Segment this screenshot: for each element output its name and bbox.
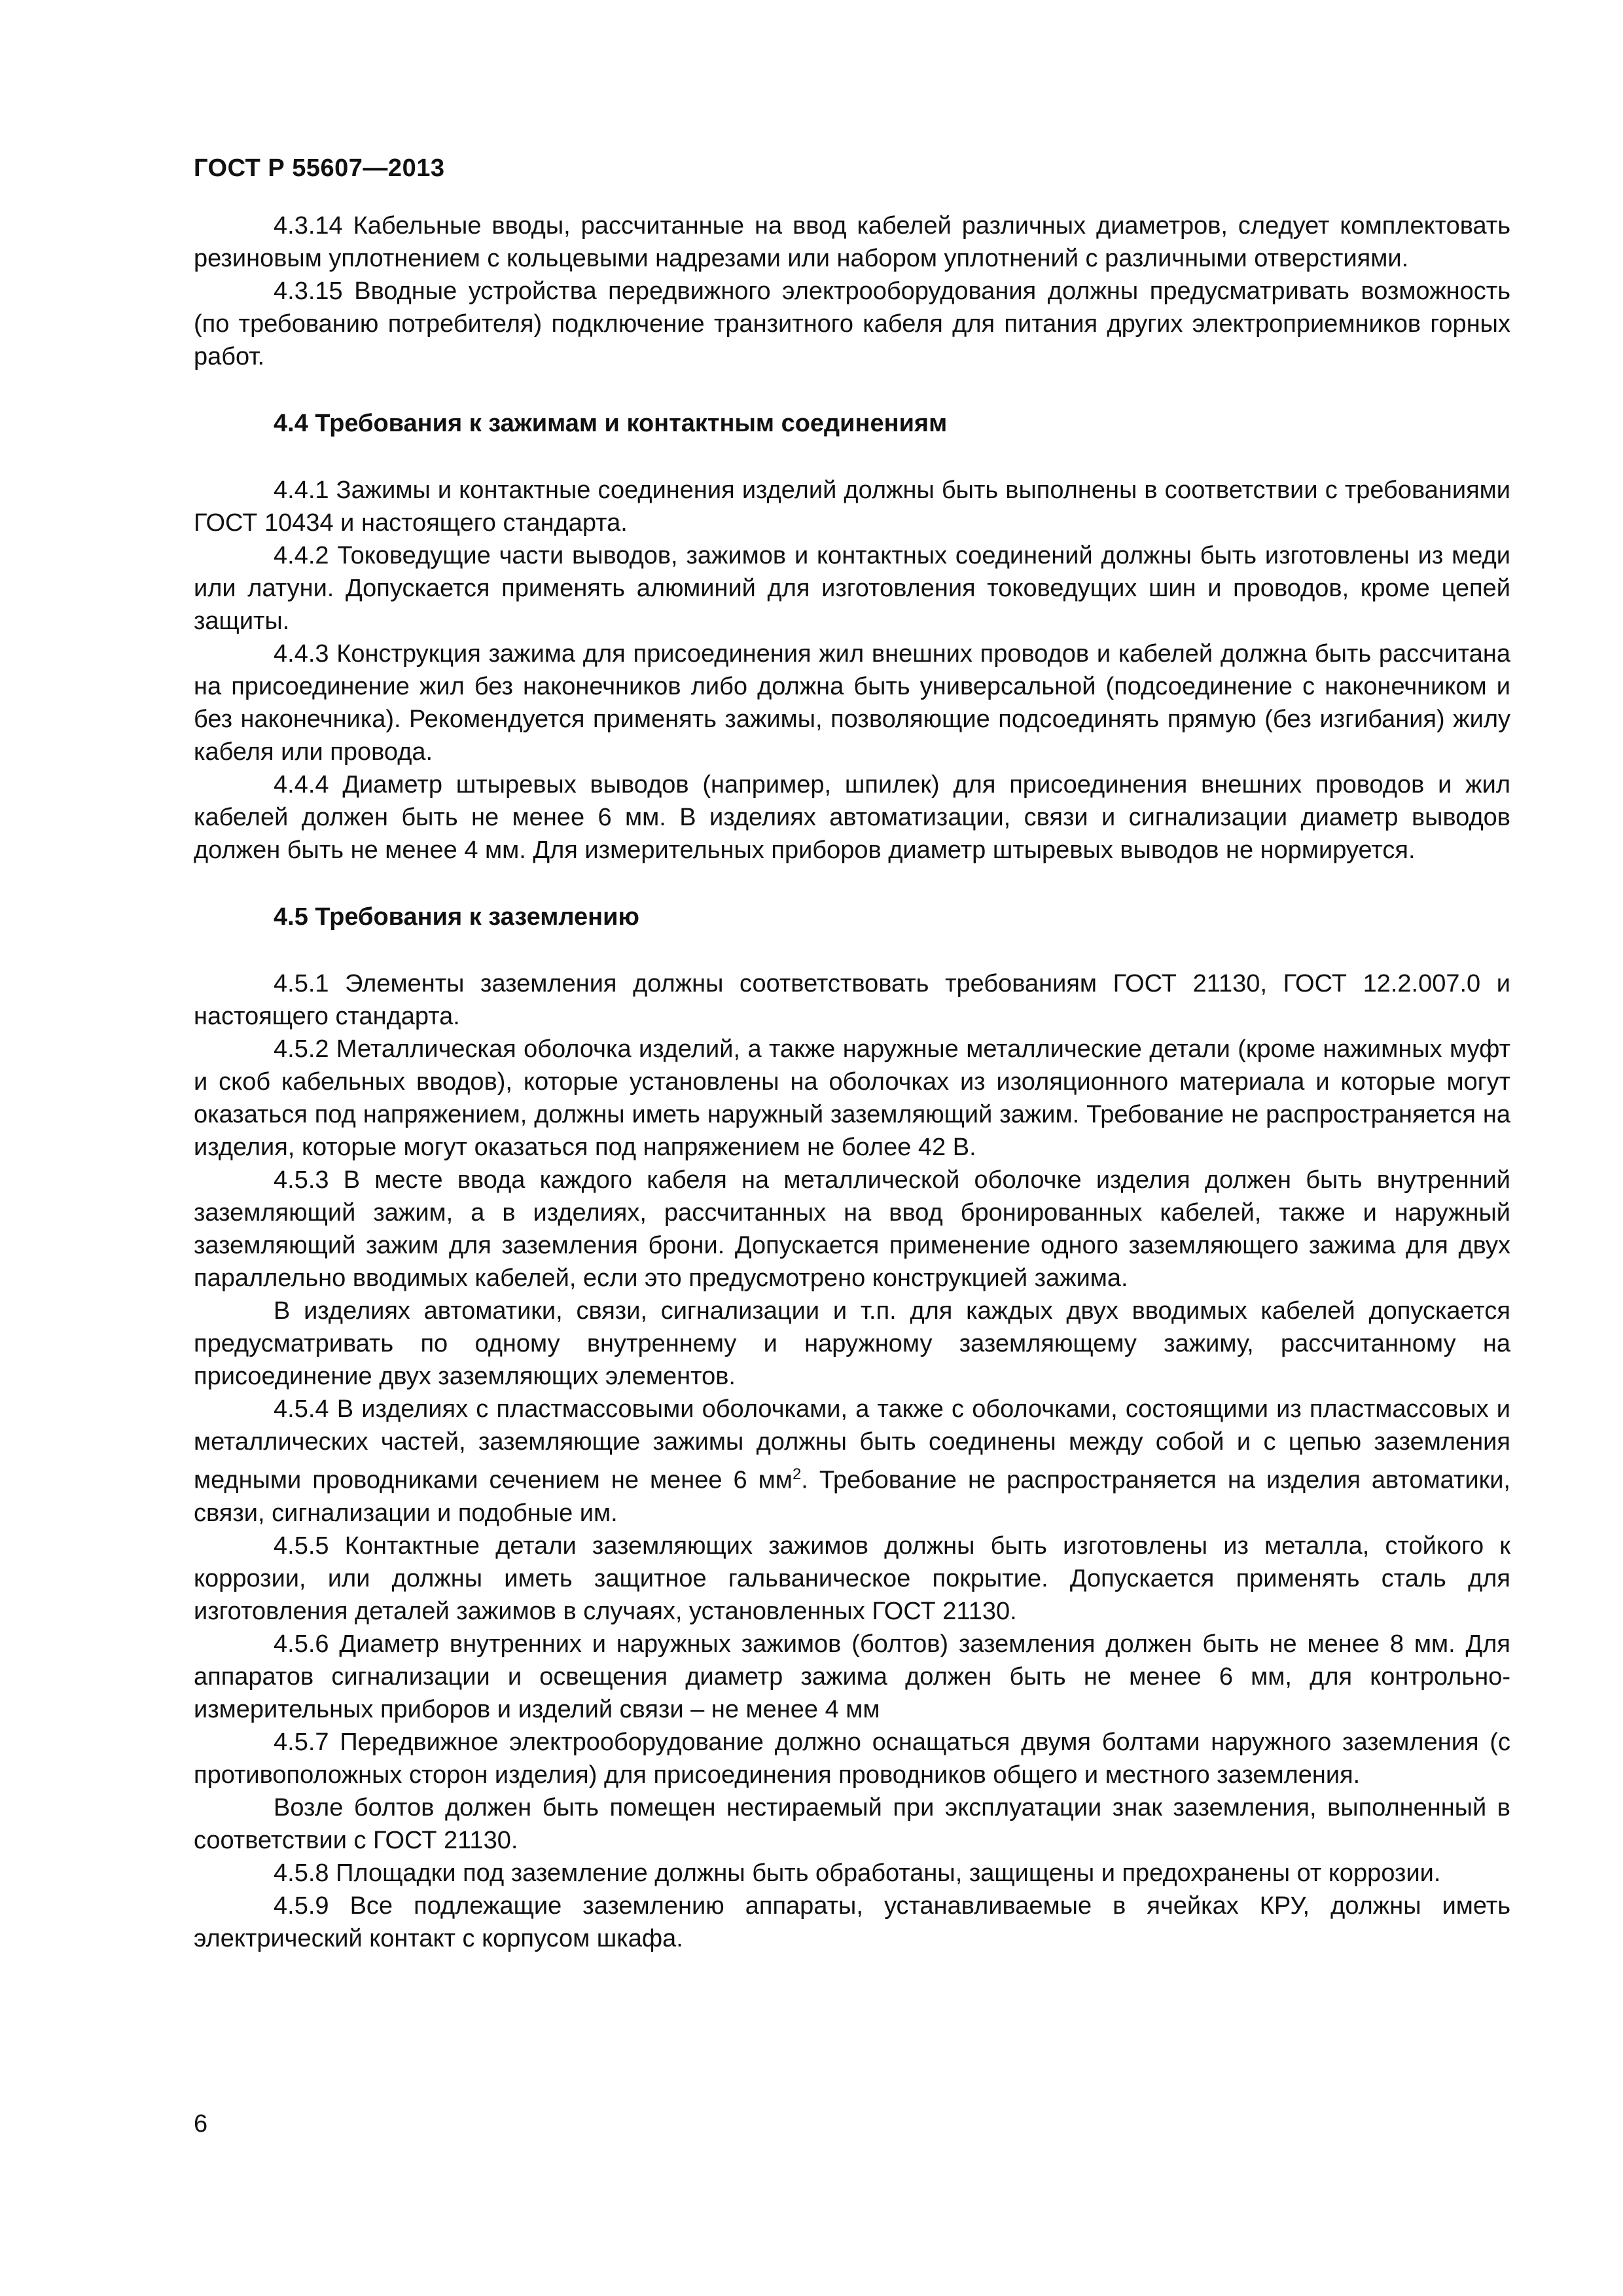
- paragraph-4-5-4: [194, 1393, 1510, 1530]
- section-heading-4-5: 4.5 Требования к заземлению: [274, 903, 639, 931]
- paragraph-4-5-1: 4.5.1 Элементы заземления должны соответствовать требованиям ГОСТ 21130, ГОСТ 12.2.007.0 и настоящего стандарта.: [194, 970, 1510, 1030]
- document-body: [194, 209, 1510, 1955]
- paragraph-4-4-3: 4.4.3 Конструкция зажима для присоединения жил внешних проводов и кабелей должна быть рассчитана на присоединение жил без наконечников либо должна быть универсальной (подсоединение с наконечником и без наконечника). Рекомендуется применять зажимы, позволяющие подсоединять прямую (без изгибания) жилу кабеля или провода.: [194, 640, 1510, 766]
- paragraph-4-5-3-continued: В изделиях автоматики, связи, сигнализации и т.п. для каждых двух вводимых кабелей допускается предусматривать по одному внутреннему и наружному заземляющему зажиму, рассчитанному на присоединение двух заземляющих элементов.: [194, 1297, 1510, 1390]
- document-header: ГОСТ Р 55607—2013: [194, 154, 445, 182]
- superscript-squared: 2: [792, 1465, 802, 1483]
- paragraph-4-5-9: 4.5.9 Все подлежащие заземлению аппараты, устанавливаемые в ячейках КРУ, должны иметь электрический контакт с корпусом шкафа.: [194, 1892, 1510, 1952]
- paragraph-4-5-7-continued: Возле болтов должен быть помещен нестираемый при эксплуатации знак заземления, выполненный в соответствии с ГОСТ 21130.: [194, 1793, 1510, 1854]
- paragraph-4-5-6: 4.5.6 Диаметр внутренних и наружных зажимов (болтов) заземления должен быть не менее 8 мм. Для аппаратов сигнализации и освещения диаметр зажима должен быть не менее 6 мм, для контрольно-измерительных приборов и изделий связи – не менее 4 мм: [194, 1630, 1510, 1723]
- paragraph-4-5-4-text-b: . Требование не распространяется на изделия автоматики, связи, сигнализации и подобные им.: [194, 1466, 1510, 1527]
- paragraph-4-3-15: 4.3.15 Вводные устройства передвижного электрооборудования должны предусматривать возможность (по требованию потребителя) подключение транзитного кабеля для питания других электроприемников горных работ.: [194, 278, 1510, 370]
- paragraph-4-3-14: 4.3.14 Кабельные вводы, рассчитанные на ввод кабелей различных диаметров, следует комплектовать резиновым уплотнением с кольцевыми надрезами или набором уплотнений с различными отверстиями.: [194, 212, 1510, 272]
- paragraph-4-5-8: 4.5.8 Площадки под заземление должны быть обработаны, защищены и предохранены от коррозии.: [274, 1859, 1441, 1887]
- paragraph-4-5-4-text-a: 4.5.4 В изделиях с пластмассовыми оболочками, а также с оболочками, состоящими из пластмассовых и металлических частей, заземляющие зажимы должны быть соединены между собой и с цепью заземления медными проводниками сечением не менее 6 мм: [194, 1395, 1510, 1494]
- paragraph-4-5-2: 4.5.2 Металлическая оболочка изделий, а также наружные металлические детали (кроме нажимных муфт и скоб кабельных вводов), которые установлены на оболочках из изоляционного материала и которые могут оказаться под напряжением, должны иметь наружный заземляющий зажим. Требование не распространяется на изделия, которые могут оказаться под напряжением не более 42 В.: [194, 1035, 1510, 1161]
- paragraph-4-4-2: 4.4.2 Токоведущие части выводов, зажимов и контактных соединений должны быть изготовлены из меди или латуни. Допускается применять алюминий для изготовления токоведущих шин и проводов, кроме цепей защиты.: [194, 542, 1510, 635]
- paragraph-4-5-3: 4.5.3 В месте ввода каждого кабеля на металлической оболочке изделия должен быть внутренний заземляющий зажим, а в изделиях, рассчитанных на ввод бронированных кабелей, также и наружный заземляющий зажим для заземления брони. Допускается применение одного заземляющего зажима для двух параллельно вводимых кабелей, если это предусмотрено конструкцией зажима.: [194, 1166, 1510, 1292]
- page-number: 6: [194, 2110, 208, 2138]
- paragraph-4-5-7: 4.5.7 Передвижное электрооборудование должно оснащаться двумя болтами наружного заземления (с противоположных сторон изделия) для присоединения проводников общего и местного заземления.: [194, 1728, 1510, 1789]
- section-heading-4-4: 4.4 Требования к зажимам и контактным соединениям: [274, 410, 948, 437]
- paragraph-4-4-1: 4.4.1 Зажимы и контактные соединения изделий должны быть выполнены в соответствии с требованиями ГОСТ 10434 и настоящего стандарта.: [194, 476, 1510, 537]
- paragraph-4-5-5: 4.5.5 Контактные детали заземляющих зажимов должны быть изготовлены из металла, стойкого к коррозии, или должны иметь защитное гальваническое покрытие. Допускается применять сталь для изготовления деталей зажимов в случаях, установленных ГОСТ 21130.: [194, 1532, 1510, 1625]
- paragraph-4-4-4: 4.4.4 Диаметр штыревых выводов (например, шпилек) для присоединения внешних проводов и жил кабелей должен быть не менее 6 мм. В изделиях автоматизации, связи и сигнализации диаметр выводов должен быть не менее 4 мм. Для измерительных приборов диаметр штыревых выводов не нормируется.: [194, 771, 1510, 864]
